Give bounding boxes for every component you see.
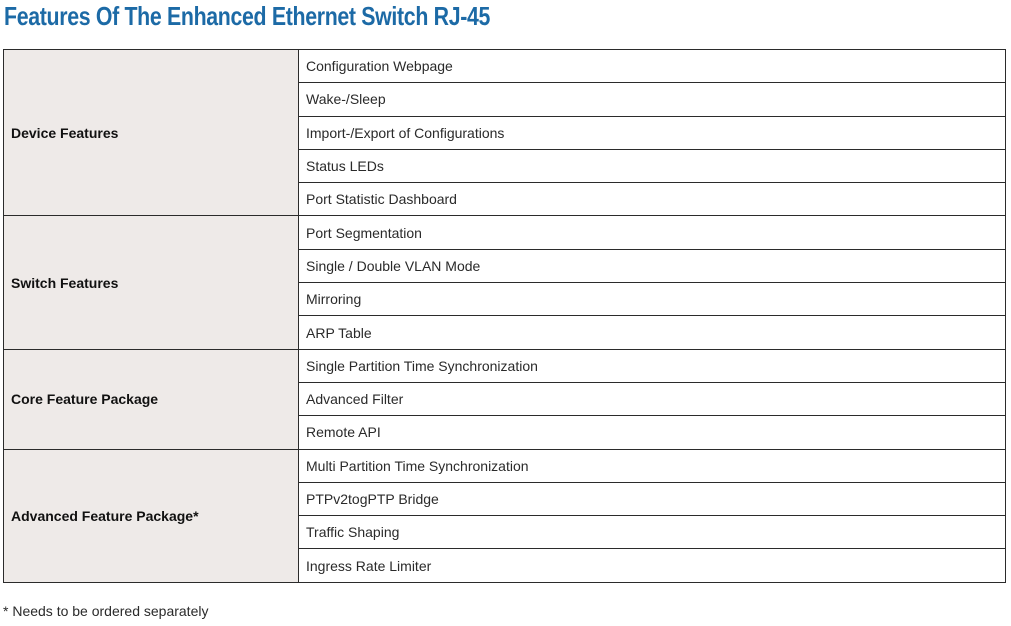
- table-row: [4, 216, 1006, 249]
- feature-cell: Configuration Webpage: [299, 50, 1006, 83]
- feature-cell: Single / Double VLAN Mode: [299, 249, 1006, 282]
- features-table: [3, 49, 1006, 583]
- feature-cell: Port Statistic Dashboard: [299, 183, 1006, 216]
- feature-cell: Single Partition Time Synchronization: [299, 349, 1006, 382]
- feature-cell: Ingress Rate Limiter: [299, 549, 1006, 582]
- group-label-switch-features: Switch Features: [4, 216, 299, 349]
- feature-cell: Port Segmentation: [299, 216, 1006, 249]
- footnote: * Needs to be ordered separately: [3, 603, 209, 619]
- feature-cell: ARP Table: [299, 316, 1006, 349]
- group-label-advanced-feature-package: Advanced Feature Package*: [4, 449, 299, 582]
- feature-cell: Status LEDs: [299, 149, 1006, 182]
- table-row: [4, 349, 1006, 382]
- feature-cell: PTPv2togPTP Bridge: [299, 482, 1006, 515]
- feature-cell: Mirroring: [299, 283, 1006, 316]
- feature-cell: Import-/Export of Configurations: [299, 116, 1006, 149]
- feature-cell: Traffic Shaping: [299, 516, 1006, 549]
- group-label-device-features: Device Features: [4, 50, 299, 216]
- table-row: [4, 449, 1006, 482]
- feature-cell: Wake-/Sleep: [299, 83, 1006, 116]
- group-label-core-feature-package: Core Feature Package: [4, 349, 299, 449]
- page-title: Features Of The Enhanced Ethernet Switch RJ-45: [4, 1, 491, 31]
- feature-cell: Remote API: [299, 416, 1006, 449]
- feature-cell: Advanced Filter: [299, 382, 1006, 415]
- feature-cell: Multi Partition Time Synchronization: [299, 449, 1006, 482]
- table-row: [4, 50, 1006, 83]
